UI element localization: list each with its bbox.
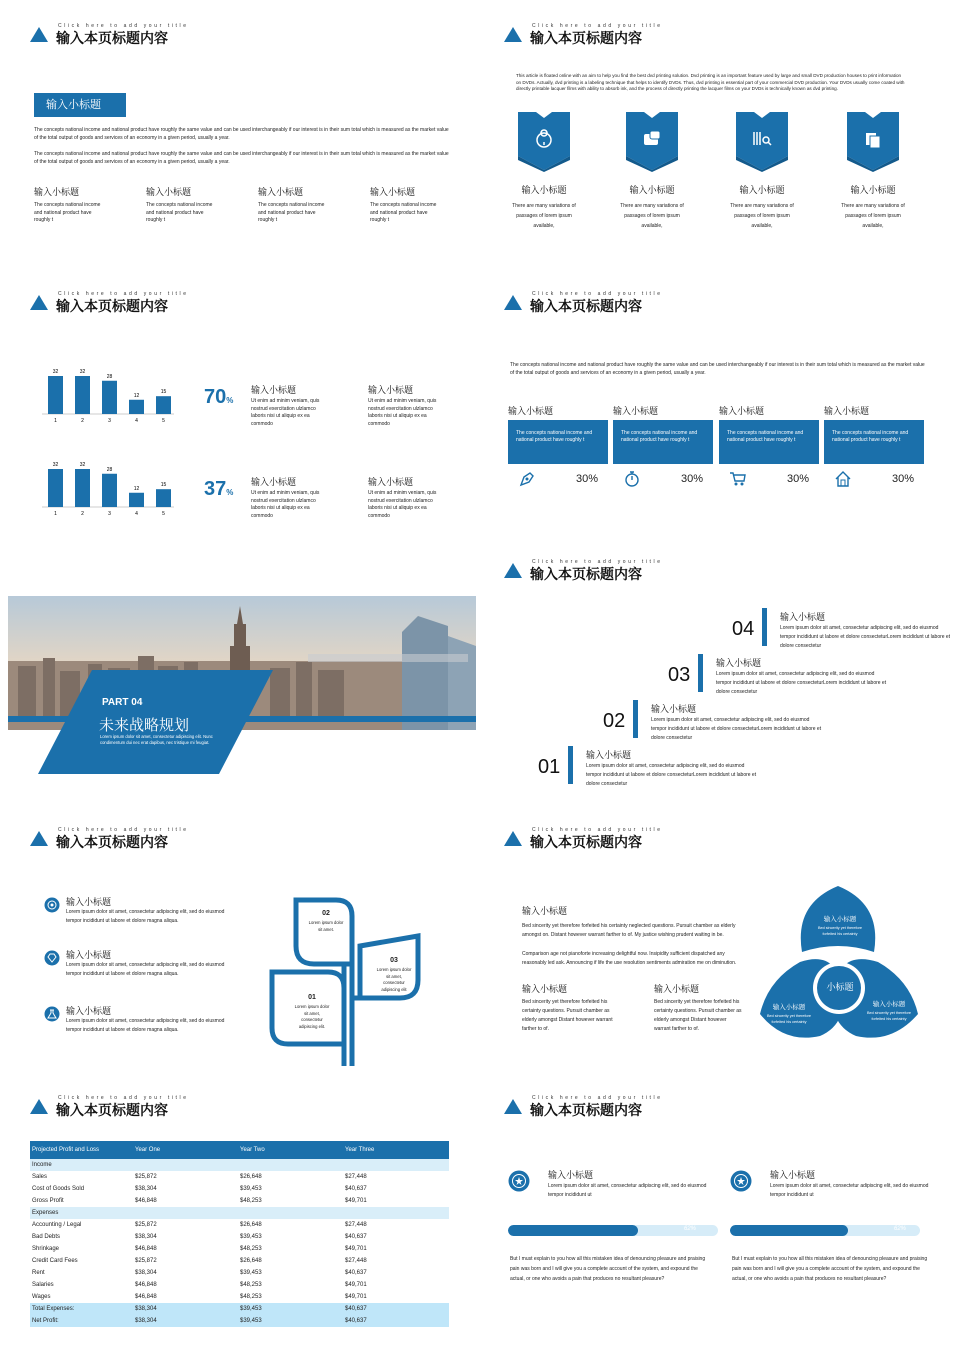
- title-triangle-icon: [504, 831, 522, 846]
- s1-col: [258, 185, 333, 225]
- star-icon: [730, 1170, 752, 1192]
- tick-label: 2: [81, 511, 84, 517]
- intro-paragraph: This article is floated online with an aim to help you find the best dvd printing solution. Dvd printing is an important feature used by large and small DVD production houses to print information on DVDs. Actually, dvd printing is a labeling technique that helps to identify DVDs. Thus, dvd printing is essential part of your commercial DVD production. Your DVDs usually come coated with directly printable lacquer films with ability to absorb ink, and the process of directly printing the lacquer films on your DVDs is technically known as dvd printing.: [516, 73, 905, 91]
- card-title: 输入小标题: [824, 406, 870, 416]
- petal-label: [764, 1002, 814, 1025]
- click-hint[interactable]: Click here to add your title: [532, 291, 663, 297]
- table-cell: Bad Debts: [32, 1234, 61, 1240]
- step-number: 03: [668, 664, 691, 686]
- item-title: 输入小标题: [850, 185, 896, 195]
- card-value: 30%: [786, 473, 809, 485]
- table-cell: $49,701: [345, 1198, 367, 1204]
- item-text: There are many variations of passages of lorem ipsum available,: [730, 203, 794, 229]
- item-title: 输入小标题: [66, 897, 112, 907]
- table-cell: $48,253: [240, 1198, 262, 1204]
- title-triangle-icon: [504, 295, 522, 310]
- bar: [102, 474, 117, 507]
- text-block: [368, 383, 448, 428]
- leaf-label: [308, 910, 344, 933]
- table-row: [30, 1231, 449, 1243]
- leaf-number: 01: [308, 994, 316, 1001]
- tick-label: 4: [135, 418, 138, 424]
- data-label: 12: [133, 392, 140, 399]
- shield-item: [616, 112, 688, 231]
- table-cell: $39,453: [240, 1318, 262, 1324]
- shopping-cart-icon: [729, 470, 747, 488]
- card-body: The concepts national income and national product have roughly t: [613, 420, 713, 464]
- table-cell: Credit Card Fees: [32, 1258, 78, 1264]
- petal-title: 输入小标题: [872, 1001, 906, 1008]
- bar: [156, 489, 171, 507]
- table-row: [30, 1291, 449, 1303]
- page-title[interactable]: 输入本页标题内容: [530, 30, 642, 46]
- table-cell: Total Expenses:: [32, 1306, 75, 1312]
- star-icon: [508, 1170, 530, 1192]
- slide-4: [482, 268, 950, 530]
- click-hint[interactable]: Click here to add your title: [58, 1095, 189, 1101]
- table-row: [30, 1195, 449, 1207]
- col-text: Bed sincerity yet therefore forfeited his certainty questions. Pursuit chamber as elderly amongst Distant however warrant farther to of.: [522, 999, 613, 1032]
- col-title: 输入小标题: [34, 187, 80, 197]
- click-hint[interactable]: Click here to add your title: [58, 291, 189, 297]
- title-triangle-icon: [504, 563, 522, 578]
- leaf-text: Lorem ipsum dolor sit amet, consectetur adipiscing elit.: [294, 1004, 330, 1029]
- tick-label: 3: [108, 511, 111, 517]
- table-cell: $48,253: [240, 1294, 262, 1300]
- block-text: Ut enim ad minim veniam, quis nostrud exercitation ulzlamco laboris nisi ut aliquip ex ea commodo: [251, 490, 320, 519]
- tick-label: 3: [108, 418, 111, 424]
- leaf-text: Lorem ipsum dolor sit amet.: [308, 920, 344, 932]
- item-text: Lorem ipsum dolor sit amet, consectetur adipiscing elit, sed do eiusmod tempor incididunt ut labore et dolore magna aliqua.: [66, 962, 225, 977]
- block-title: 输入小标题: [368, 477, 414, 487]
- table-row: [30, 1219, 449, 1231]
- table-cell: [240, 1159, 345, 1171]
- table-cell: [345, 1207, 449, 1219]
- step-bar: [633, 700, 638, 738]
- slide-10: [482, 1072, 950, 1334]
- percent-unit: %: [226, 488, 234, 497]
- item-text: Lorem ipsum dolor sit amet, consectetur adipiscing elit, sed do eiusmod tempor incididunt ut labore et dolore magna aliqua.: [66, 1018, 225, 1033]
- title-triangle-icon: [30, 1099, 48, 1114]
- item-title: 输入小标题: [770, 1170, 816, 1180]
- text-block: [251, 383, 331, 428]
- table-cell: Net Profit:: [32, 1318, 59, 1324]
- bar: [75, 376, 90, 414]
- table-cell: $38,304: [135, 1306, 157, 1312]
- table-cell: Salaries: [32, 1282, 54, 1288]
- title-triangle-icon: [30, 27, 48, 42]
- table-cell: [135, 1207, 240, 1219]
- table-cell: Income: [32, 1162, 52, 1168]
- paragraph: Bed sincerity yet therefore forfeited his certainty neglected questions. Pursuit chamber as elderly amongst on. Distant however warrant farther to of. My justice wishing prudent waiting in be.: [522, 923, 736, 938]
- col-text: The concepts national income and national product have roughly t: [258, 202, 325, 223]
- step-text: Lorem ipsum dolor sit amet, consectetur adipiscing elit, sed do eiusmod tempor incididunt ut labore et dolore consecteturLorem incididunt ut labore et dolore consectetur: [780, 625, 950, 649]
- s1-col: [370, 185, 445, 225]
- card-value: 30%: [680, 473, 703, 485]
- step-item: [603, 700, 823, 740]
- step-title: 输入小标题: [586, 750, 632, 760]
- house-icon: [834, 470, 852, 488]
- tick-label: 5: [162, 511, 165, 517]
- bar: [156, 396, 171, 414]
- table-cell: $25,872: [135, 1174, 157, 1180]
- table-cell: Cost of Goods Sold: [32, 1186, 85, 1192]
- petal-text: Bed sincerity yet therefore forfeited his certainty: [766, 1014, 812, 1024]
- table-cell: $46,848: [135, 1246, 157, 1252]
- step-title: 输入小标题: [651, 704, 697, 714]
- page-title[interactable]: 输入本页标题内容: [530, 834, 642, 850]
- block-title: 输入小标题: [368, 385, 414, 395]
- col-text: The concepts national income and national product have roughly t: [34, 202, 101, 223]
- progress-bar[interactable]: [508, 1225, 718, 1236]
- title-triangle-icon: [504, 27, 522, 42]
- step-number: 04: [732, 618, 755, 640]
- table-cell: Expenses: [32, 1210, 59, 1216]
- slide-8: [482, 804, 950, 1066]
- col-title: 输入小标题: [654, 984, 700, 994]
- data-label: 28: [106, 373, 113, 380]
- section-title: 输入小标题: [522, 906, 568, 916]
- part-title: 未来战略规划: [99, 717, 190, 734]
- bar: [75, 469, 90, 507]
- table-row: [30, 1315, 449, 1327]
- step-text: Lorem ipsum dolor sit amet, consectetur adipiscing elit, sed do eiusmod tempor incididunt ut labore et dolore consecteturLorem incididunt ut labore et dolore consectetur: [586, 763, 757, 787]
- item-text: Lorem ipsum dolor sit amet, consectetur adipiscing elit, sed do eiusmod tempor incididunt ut: [770, 1183, 929, 1198]
- data-label: 28: [106, 466, 113, 473]
- paragraph: The concepts national income and national product have roughly the same value and can be used interchangeably if our interest is in their sum total which is measured as the market value of the total output of goods and services of an economy in a given period, usually a year.: [34, 127, 449, 141]
- page-title[interactable]: 输入本页标题内容: [530, 1102, 642, 1118]
- item-paragraph: But I must explain to you how all this mistaken idea of denouncing pleasure and praising pain was born and I will give you a complete account of the system, and expound the actual, or one who avoids a pain that produces no resultant pleasure?: [732, 1256, 928, 1282]
- percent-unit: %: [226, 396, 234, 405]
- shield-badge: [518, 112, 570, 172]
- table-cell: $40,637: [345, 1234, 367, 1240]
- leaf-number: 03: [390, 957, 398, 964]
- title-triangle-icon: [30, 831, 48, 846]
- table-cell: $46,848: [135, 1294, 157, 1300]
- table-cell: $38,304: [135, 1270, 157, 1276]
- leaf-number: 02: [322, 910, 330, 917]
- page-title[interactable]: 输入本页标题内容: [56, 834, 168, 850]
- step-number: 02: [603, 710, 626, 732]
- step-text: Lorem ipsum dolor sit amet, consectetur adipiscing elit, sed do eiusmod tempor incididunt ut labore et dolore consecteturLorem incididunt ut labore et dolore consectetur: [716, 671, 887, 695]
- center-label: 小标题: [826, 982, 854, 992]
- data-label: 15: [160, 482, 167, 489]
- stat-card: [719, 404, 819, 494]
- tick-label: 4: [135, 511, 138, 517]
- text-col: [522, 982, 622, 1034]
- slide-5: [8, 536, 476, 798]
- card-value: 30%: [575, 473, 598, 485]
- item-title: 输入小标题: [548, 1170, 594, 1180]
- item-text: There are many variations of passages of lorem ipsum available,: [620, 203, 684, 229]
- table-row: [30, 1279, 449, 1291]
- page-title[interactable]: 输入本页标题内容: [530, 298, 642, 314]
- progress-fill: [730, 1225, 848, 1236]
- click-hint[interactable]: Click here to add your title: [532, 23, 663, 29]
- text-col: [654, 982, 744, 1034]
- table-cell: $27,448: [345, 1174, 367, 1180]
- item-text: Lorem ipsum dolor sit amet, consectetur adipiscing elit, sed do eiusmod tempor incididunt ut labore et dolore magna aliqua.: [66, 909, 225, 924]
- card-value: 30%: [891, 473, 914, 485]
- petal-title: 输入小标题: [823, 916, 857, 923]
- slide-1: [8, 0, 476, 262]
- table-cell: Wages: [32, 1294, 51, 1300]
- tick-label: 5: [162, 418, 165, 424]
- petal-text: Bed sincerity yet therefore forfeited his certainty: [866, 1011, 912, 1021]
- step-bar: [698, 654, 703, 692]
- block-text: Ut enim ad minim veniam, quis nostrud exercitation ulzlamco laboris nisi ut aliquip ex ea commodo: [368, 490, 437, 519]
- stat-card: [613, 404, 713, 494]
- table-cell: $40,637: [345, 1306, 367, 1312]
- step-text: Lorem ipsum dolor sit amet, consectetur adipiscing elit, sed do eiusmod tempor incididunt ut labore et dolore consecteturLorem incididunt ut labore et dolore consectetur: [651, 717, 822, 741]
- step-item: [538, 746, 758, 786]
- table-cell: $39,453: [240, 1306, 262, 1312]
- data-label: 32: [52, 369, 59, 375]
- table-cell: $40,637: [345, 1318, 367, 1324]
- table-cell: $26,648: [240, 1174, 262, 1180]
- paragraph: Comparison age not pianoforte increasing delightful now. Insipidity sufficient dispatched any reasonably led ask. Announcing if life the use resolution sentiments admiration me on diminution.: [522, 951, 737, 966]
- step-item: [668, 654, 888, 694]
- stat-card: [824, 404, 924, 494]
- shield-badge: [847, 112, 899, 172]
- slide-2: [482, 0, 950, 262]
- col-text: Bed sincerity yet therefore forfeited his certainty questions. Pursuit chamber as elderly amongst Distant however warrant farther to of.: [654, 999, 742, 1032]
- block-text: Ut enim ad minim veniam, quis nostrud exercitation ulzlamco laboris nisi ut aliquip ex ea commodo: [251, 398, 320, 427]
- block-text: Ut enim ad minim veniam, quis nostrud exercitation ulzlamco laboris nisi ut aliquip ex ea commodo: [368, 398, 437, 427]
- table-cell: $48,253: [240, 1282, 262, 1288]
- title-triangle-icon: [30, 295, 48, 310]
- step-number: 01: [538, 756, 561, 778]
- header-cell: Year Two: [240, 1147, 265, 1153]
- table-cell: Accounting / Legal: [32, 1222, 82, 1228]
- table-row: [30, 1267, 449, 1279]
- click-hint[interactable]: Click here to add your title: [58, 827, 189, 833]
- item-title: 输入小标题: [739, 185, 785, 195]
- table-row: [30, 1183, 449, 1195]
- bar-chart: [38, 453, 178, 523]
- table-cell: $39,453: [240, 1186, 262, 1192]
- table-cell: $38,304: [135, 1318, 157, 1324]
- percent-value: 70: [204, 386, 227, 408]
- item-title: 输入小标题: [629, 185, 675, 195]
- data-label: 12: [133, 485, 140, 492]
- step-item: [732, 608, 950, 648]
- shield-item: [508, 112, 580, 231]
- card-title: 输入小标题: [508, 406, 554, 416]
- slide-3: [8, 268, 476, 530]
- part-label: PART 04: [102, 697, 143, 708]
- petal-label: [864, 999, 914, 1022]
- intro-paragraph: The concepts national income and national product have roughly the same value and can be used interchangeably if our interest is in their sum total which is measured as the market value of the total output of goods and services of an economy in a given period, usually a year.: [510, 362, 925, 376]
- item-text: There are many variations of passages of lorem ipsum available,: [841, 203, 905, 229]
- stat-card: [508, 404, 608, 494]
- table-row: [30, 1255, 449, 1267]
- table-cell: $49,701: [345, 1294, 367, 1300]
- data-label: 15: [160, 389, 167, 396]
- table-cell: $40,637: [345, 1186, 367, 1192]
- item-paragraph: But I must explain to you how all this mistaken idea of denouncing pleasure and praising pain was born and I will give you a complete account of the system, and expound the actual, or one who avoids a pain that produces no resultant pleasure?: [510, 1256, 706, 1282]
- target-icon: [44, 897, 60, 913]
- petal-text: Bed sincerity yet therefore forfeited his certainty: [817, 926, 863, 936]
- shield-badge: [736, 112, 788, 172]
- item-text: There are many variations of passages of lorem ipsum available,: [512, 203, 576, 229]
- flask-icon: [44, 1006, 60, 1022]
- tick-label: 2: [81, 418, 84, 424]
- s1-col: [34, 185, 109, 225]
- table-cell: [240, 1207, 345, 1219]
- table-cell: $40,637: [345, 1270, 367, 1276]
- table-cell: Rent: [32, 1270, 45, 1276]
- table-cell: $27,448: [345, 1222, 367, 1228]
- click-hint[interactable]: Click here to add your title: [532, 1095, 663, 1101]
- item-title: 输入小标题: [521, 185, 567, 195]
- page-title[interactable]: 输入本页标题内容: [56, 298, 168, 314]
- table-cell: $26,648: [240, 1222, 262, 1228]
- shield-badge: [626, 112, 678, 172]
- table-cell: Gross Profit: [32, 1198, 64, 1204]
- click-hint[interactable]: Click here to add your title: [532, 827, 663, 833]
- profit-loss-table: [30, 1141, 449, 1327]
- stopwatch-icon: [623, 470, 641, 488]
- table-cell: $46,848: [135, 1198, 157, 1204]
- table-cell: $38,304: [135, 1234, 157, 1240]
- table-cell: Sales: [32, 1174, 48, 1180]
- leaf-label: [376, 957, 412, 993]
- bar: [48, 376, 63, 414]
- col-title: 输入小标题: [258, 187, 304, 197]
- card-body: The concepts national income and national product have roughly t: [719, 420, 819, 464]
- data-label: 32: [79, 462, 86, 468]
- text-block: [251, 475, 331, 520]
- bar-chart: [38, 360, 178, 430]
- table-cell: [135, 1159, 240, 1171]
- shield-item: [837, 112, 909, 231]
- table-cell: $46,848: [135, 1282, 157, 1288]
- table-cell: Shrinkage: [32, 1246, 60, 1252]
- bar: [102, 381, 117, 414]
- card-title: 输入小标题: [719, 406, 765, 416]
- pen-nib-icon: [518, 470, 536, 488]
- table-cell: [345, 1159, 449, 1171]
- leaf-label: [294, 994, 330, 1030]
- slide-9: [8, 1072, 476, 1334]
- table-cell: $25,872: [135, 1222, 157, 1228]
- table-row: [30, 1243, 449, 1255]
- percent-stat: [204, 478, 233, 501]
- click-hint[interactable]: Click here to add your title: [532, 559, 663, 565]
- header-cell: Year Three: [345, 1147, 375, 1153]
- bar: [129, 400, 144, 414]
- shield-item: [726, 112, 798, 231]
- col-text: The concepts national income and national product have roughly t: [146, 202, 213, 223]
- block-title: 输入小标题: [251, 385, 297, 395]
- tick-label: 1: [54, 511, 57, 517]
- step-title: 输入小标题: [780, 612, 826, 622]
- table-cell: $25,872: [135, 1258, 157, 1264]
- step-title: 输入小标题: [716, 658, 762, 668]
- percent-value: 37: [204, 478, 227, 500]
- table-cell: $26,648: [240, 1258, 262, 1264]
- s1-col: [146, 185, 221, 225]
- petal-label: [815, 914, 865, 937]
- petal-diagram: [754, 884, 924, 1054]
- percent-stat: [204, 386, 233, 409]
- leaf-text: Lorem ipsum dolor sit amet, consectetur adipiscing elit: [376, 967, 412, 992]
- progress-label: 62%: [683, 1226, 696, 1232]
- bar: [129, 493, 144, 507]
- page-title[interactable]: 输入本页标题内容: [530, 566, 642, 582]
- item-title: 输入小标题: [66, 950, 112, 960]
- petal-title: 输入小标题: [772, 1004, 806, 1011]
- table-row: [30, 1171, 449, 1183]
- table-row: [30, 1207, 449, 1219]
- table-cell: $38,304: [135, 1186, 157, 1192]
- data-label: 32: [79, 369, 86, 375]
- col-text: The concepts national income and national product have roughly t: [370, 202, 437, 223]
- table-cell: $27,448: [345, 1258, 367, 1264]
- block-title: 输入小标题: [251, 477, 297, 487]
- item-text: Lorem ipsum dolor sit amet, consectetur adipiscing elit, sed do eiusmod tempor incididunt ut: [548, 1183, 707, 1198]
- card-title: 输入小标题: [613, 406, 659, 416]
- title-triangle-icon: [504, 1099, 522, 1114]
- table-cell: $49,701: [345, 1246, 367, 1252]
- table-cell: $49,701: [345, 1282, 367, 1288]
- bar: [48, 469, 63, 507]
- col-title: 输入小标题: [522, 984, 568, 994]
- table-row: [30, 1159, 449, 1171]
- click-hint[interactable]: Click here to add your title: [58, 23, 189, 29]
- col-title: 输入小标题: [146, 187, 192, 197]
- progress-fill: [508, 1225, 638, 1236]
- table-cell: $39,453: [240, 1270, 262, 1276]
- table-cell: $48,253: [240, 1246, 262, 1252]
- page-title[interactable]: 输入本页标题内容: [56, 30, 168, 46]
- text-block: [368, 475, 448, 520]
- step-bar: [762, 608, 767, 646]
- card-body: The concepts national income and national product have roughly t: [824, 420, 924, 464]
- part-text: Lorem ipsum dolor sit amet, consectetur adipiscing elit. Nunc condimentum dui nec erat dapibus, nec tristique mi feugiat.: [100, 734, 213, 745]
- page-title[interactable]: 输入本页标题内容: [56, 1102, 168, 1118]
- header-cell: Year One: [135, 1147, 161, 1153]
- subtitle-tag: 输入小标题: [34, 93, 126, 117]
- slide-6: [482, 536, 950, 798]
- slide-7: [8, 804, 476, 1066]
- progress-bar[interactable]: [730, 1225, 920, 1236]
- card-body: The concepts national income and national product have roughly t: [508, 420, 608, 464]
- progress-label: 62%: [893, 1226, 906, 1232]
- item-title: 输入小标题: [66, 1006, 112, 1016]
- paragraph: The concepts national income and national product have roughly the same value and can be used interchangeably if our interest is in their sum total which is measured as the market value of the total output of goods and services of an economy in a given period, usually a year.: [34, 151, 449, 165]
- data-label: 32: [52, 462, 59, 468]
- diamond-icon: [44, 950, 60, 966]
- col-title: 输入小标题: [370, 187, 416, 197]
- leaf-diagram: [268, 894, 438, 1066]
- table-header: [30, 1141, 449, 1159]
- step-bar: [568, 746, 573, 784]
- header-cell: Projected Profit and Loss: [32, 1147, 100, 1153]
- tick-label: 1: [54, 418, 57, 424]
- table-cell: $39,453: [240, 1234, 262, 1240]
- table-row: [30, 1303, 449, 1315]
